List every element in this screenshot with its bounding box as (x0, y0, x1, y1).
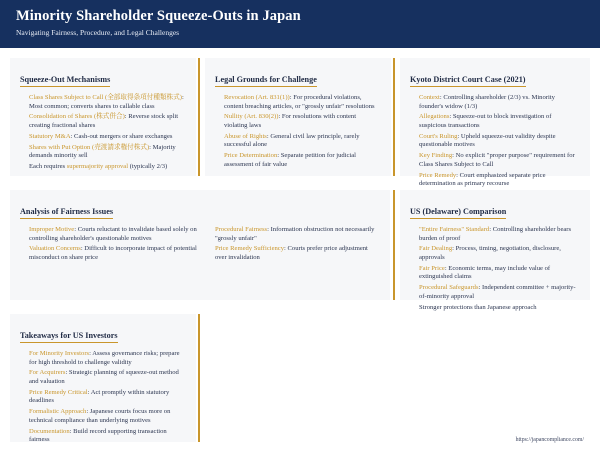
list-item (20, 389, 186, 406)
item-text: : Difficult to incorporate impact of potential misconduct on share price (29, 245, 197, 261)
item-text: : Build record supporting transaction fairness (29, 427, 167, 444)
card-title: US (Delaware) Comparison (410, 207, 506, 219)
item-key: Context (419, 94, 440, 101)
item-text: : Economic terms, may include value of extinguished claims (419, 264, 551, 281)
item-key: Fair Price (419, 264, 445, 272)
item-key: Procedural Safeguards (419, 284, 479, 292)
card-title: Takeaways for US Investors (20, 331, 118, 343)
legal-grounds-list (215, 94, 381, 169)
list-item (20, 144, 186, 161)
item-key: Price Determination (224, 152, 278, 160)
list-item (410, 172, 580, 189)
item-text: : Upheld squeeze-out validity despite questionable motives (419, 132, 556, 149)
item-key: Court's Ruling (419, 132, 458, 140)
page-subtitle: Navigating Fairness, Procedure, and Legal Challenges (16, 28, 180, 37)
item-key: For Acquirers (29, 369, 66, 377)
list-item (410, 113, 580, 130)
item-key: Nullity (Art. 830(2)) (224, 113, 279, 121)
item-text: : Assess governance risks; prepare for high threshold to challenge validity (29, 350, 180, 366)
item-text: : Courts prefer price adjustment over invalidation (214, 245, 368, 261)
item-text: : Cash-out mergers or share exchanges (70, 132, 173, 140)
mechanisms-list (20, 94, 186, 172)
list-item (20, 408, 186, 425)
footer-url: https://japancompliance.com/ (515, 437, 584, 443)
item-key: Improper Motive (29, 226, 75, 233)
list-item (410, 304, 580, 313)
us-comparison-list (410, 226, 580, 312)
item-key: Fair Dealing (419, 245, 453, 253)
column-divider (393, 190, 395, 300)
card-takeaways (10, 314, 196, 442)
card-fairness-analysis (10, 190, 390, 300)
item-key: Procedural Fairness (214, 226, 268, 233)
list-item (410, 226, 580, 243)
list-item (215, 113, 381, 130)
item-key: Price Remedy Critical (29, 388, 88, 396)
item-text: : Squeeze-out to block investigation of suspicious transactions (419, 113, 552, 129)
item-key: Formalistic Approach (29, 408, 87, 416)
item-text: Stronger protections than Japanese approach (419, 303, 537, 311)
item-key: supermajority approval (66, 162, 129, 170)
item-key: Abuse of Rights (224, 132, 267, 140)
item-key: "Entire Fairness" Standard (419, 226, 490, 233)
takeaways-list (20, 350, 186, 445)
item-key: Revocation (Art. 831(1)) (224, 94, 290, 101)
list-item (410, 133, 580, 150)
item-key: Price Remedy (419, 171, 457, 179)
list-item (215, 94, 381, 111)
item-text: : For procedural violations, content breaching articles, or "grossly unfair" resolutions (224, 94, 375, 110)
list-item (410, 245, 580, 262)
item-text: : For resolutions with content violating laws (224, 113, 357, 129)
page-title: Minority Shareholder Squeeze-Outs in Japan (16, 8, 301, 24)
list-item (410, 152, 580, 169)
item-text: : Courts reluctant to invalidate based solely on controlling shareholder's questionable motives (29, 226, 197, 242)
column-divider (393, 58, 395, 176)
item-key: Consolidation of Shares (株式併合) (29, 113, 125, 121)
column-divider (198, 58, 200, 176)
kyoto-case-list (410, 94, 580, 189)
item-key: Key Finding (419, 152, 453, 160)
list-item (20, 369, 186, 386)
item-text: : Japanese courts focus more on technical compliance than underlying motives (29, 408, 171, 424)
item-text: : Controlling shareholder bears burden of proof (419, 226, 572, 242)
item-text: : Majority demands minority sell (29, 143, 176, 160)
item-text: : Reverse stock split creating fractional shares (29, 113, 179, 129)
list-item (20, 113, 186, 130)
card-legal-grounds (205, 58, 391, 176)
card-us-comparison (400, 190, 590, 311)
item-key: Price Remedy Sufficiency (214, 245, 285, 253)
list-item (410, 94, 580, 111)
card-title: Analysis of Fairness Issues (20, 207, 113, 219)
item-text: : Strategic planning of squeeze-out method and valuation (29, 369, 179, 385)
page-header (0, 0, 600, 48)
item-text: : Information obstruction not necessarily "grossly unfair" (214, 226, 375, 242)
card-title: Kyoto District Court Case (2021) (410, 75, 526, 87)
item-text: : Independent committee + majority-of-minority approval (419, 284, 576, 300)
item-text: : No explicit "proper purpose" requirement for Class Shares Subject to Call (419, 152, 575, 168)
list-item (410, 284, 580, 301)
list-item (20, 428, 186, 445)
list-item (410, 265, 580, 282)
item-key: For Minority Investors (29, 350, 90, 357)
item-key: Documentation (29, 427, 70, 435)
item-key: Allegations (419, 113, 450, 121)
list-item (215, 133, 381, 150)
item-key: Statutory M&A (29, 132, 71, 140)
item-text: : Most common; converts shares to callable class (29, 94, 184, 110)
item-key: Shares with Put Option (売渡請求権付株式) (29, 143, 150, 151)
column-divider (198, 314, 200, 442)
card-kyoto-case (400, 58, 590, 188)
item-text: : Controlling shareholder (2/3) vs. Minority founder's widow (1/3) (419, 94, 555, 110)
list-item (206, 245, 380, 262)
list-item (20, 94, 186, 111)
list-item (215, 152, 381, 169)
card-title: Squeeze-Out Mechanisms (20, 75, 110, 87)
fairness-right-list (206, 226, 380, 265)
list-item (20, 226, 198, 243)
card-title: Legal Grounds for Challenge (215, 75, 317, 87)
list-item (206, 226, 380, 243)
item-text: (typically 2/3) (128, 162, 168, 170)
card-squeeze-out-mechanisms (10, 58, 196, 176)
item-text: : General civil law principle, rarely successful alone (224, 132, 360, 149)
fairness-left-list (20, 226, 198, 265)
item-text: : Act promptly within statutory deadlines (29, 388, 170, 405)
list-item (20, 245, 198, 262)
list-item (20, 163, 186, 172)
list-item (20, 350, 186, 367)
item-text: : Process, timing, negotiation, disclosure, approvals (419, 245, 561, 261)
item-key: Valuation Concerns (29, 245, 81, 253)
item-key: Class Shares Subject to Call (全部取得条項付種類株式) (29, 94, 182, 101)
item-prefix: Each requires (29, 162, 67, 170)
item-text: : Court emphasized separate price determination as primary recourse (419, 171, 546, 188)
item-text: : Separate petition for judicial assessment of fair value (224, 152, 357, 168)
list-item (20, 133, 186, 142)
